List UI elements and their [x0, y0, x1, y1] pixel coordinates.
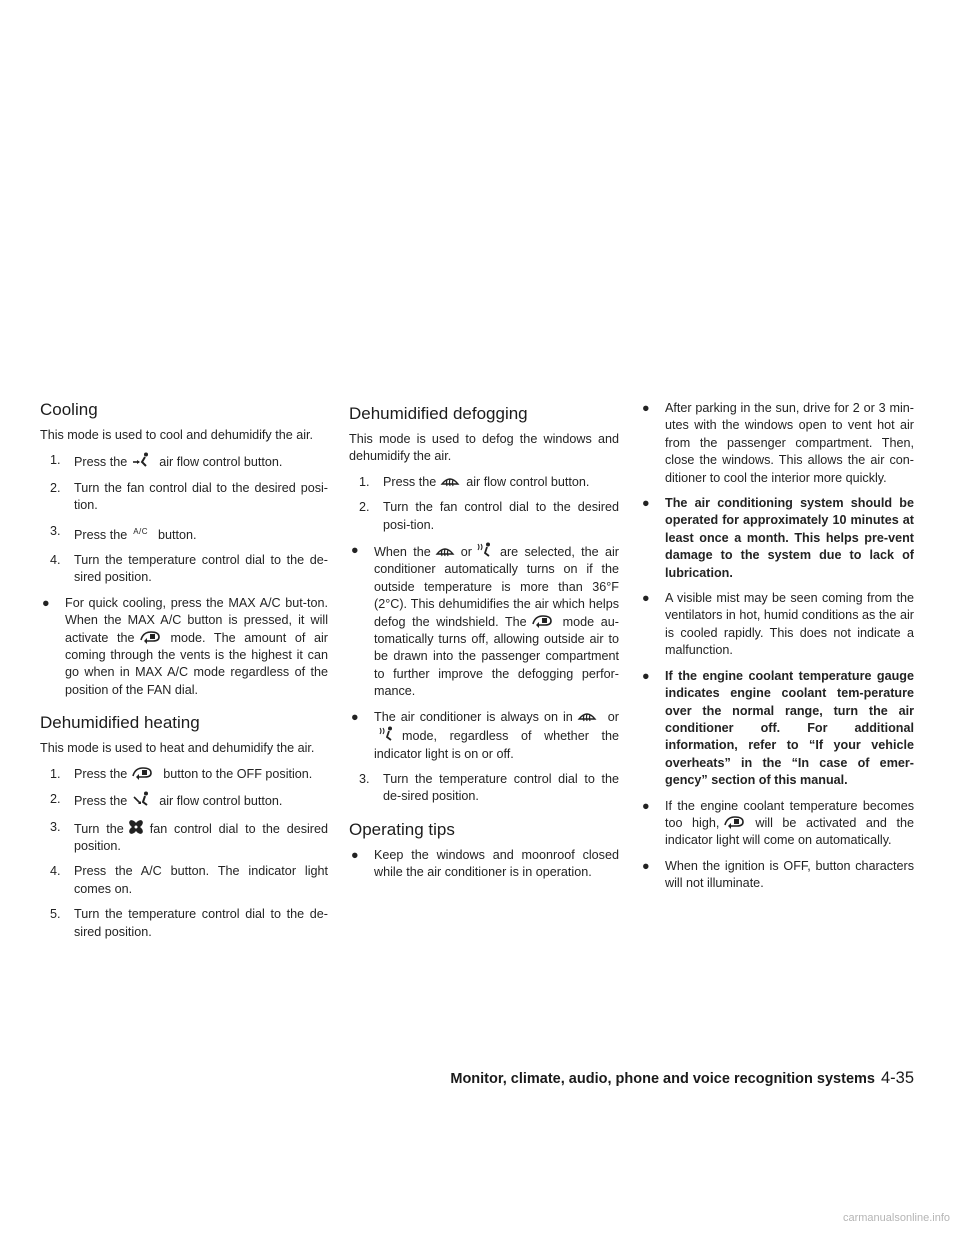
column-right	[640, 400, 914, 901]
defog-step-3: 3. Turn the temperature control dial to the de-sired position.	[359, 771, 619, 804]
cooling-intro: This mode is used to cool and dehumidify the air.	[40, 428, 314, 442]
recirculate-icon	[531, 614, 557, 628]
ac-icon: A/C	[133, 526, 149, 536]
tips-bullet-1: ● Keep the windows and moonroof closed while the air conditioner is in operation.	[351, 847, 619, 880]
defrost-icon	[435, 544, 455, 558]
defrost-foot-icon	[476, 542, 494, 558]
tips-bullet-4: ● A visible mist may be seen coming from the ventilators in hot, humid conditions as the air is cooled rapidly. This does not indicate a malfunction.	[642, 591, 914, 658]
heating-step-2: 2. Press the air flow control button.	[50, 792, 283, 809]
defog-bullet-2: ● The air conditioner is always on in or mode, regardless of whether the indicator light is on or off.	[351, 709, 619, 761]
heading-dehumidified-heating: Dehumidified heating	[40, 713, 200, 733]
heating-step-1: 1. Press the button to the OFF position.	[50, 766, 313, 781]
heading-cooling: Cooling	[40, 400, 98, 419]
page-footer	[400, 1069, 914, 1088]
recirculate-icon	[131, 766, 157, 780]
tips-bullet-2: ● After parking in the sun, drive for 2 or 3 min-utes with the windows open to vent hot air from the passenger compartment. Then, close the windows. This allows the air con-ditioner to cool the interior more quickly.	[642, 401, 914, 485]
defrost-foot-icon	[378, 726, 396, 742]
column-left	[40, 400, 328, 949]
face-vent-icon	[131, 452, 153, 468]
watermark: carmanualsonline.info	[842, 1212, 950, 1224]
heating-step-3: 3. Turn the fan control dial to the desired position.	[50, 819, 328, 853]
defog-intro: This mode is used to defog the windows and dehumidify the air.	[349, 432, 619, 464]
tips-bullet-7: ● When the ignition is OFF, button characters will not illuminate.	[642, 858, 914, 891]
defrost-icon	[577, 709, 597, 723]
cooling-step-1: 1. Press the air flow control button.	[50, 453, 283, 470]
fan-icon	[128, 819, 144, 835]
tips-bullet-5: ● If the engine coolant temperature gauge indicates engine coolant tem-perature over the normal range, turn the air conditioner off. For additional information, refer to “If your vehicle overheats” in the “In case of emer-gency” section of this manual.	[642, 668, 914, 788]
recirculate-icon	[139, 630, 165, 644]
recirculate-icon	[723, 815, 749, 829]
heating-intro: This mode is used to heat and dehumidify the air.	[40, 741, 315, 756]
cooling-step-4: 4. Turn the temperature control dial to the de-sired position.	[50, 553, 328, 585]
foot-vent-icon	[131, 791, 153, 807]
footer-section-title: Monitor, climate, audio, phone and voice recognition systems	[450, 1071, 875, 1087]
defog-bullet-1: ● When the or are selected, the air conditioner automatically turns on if the outside temperature is more than 36°F (2°C). This dehumidifies the air which helps defog the windshield. The mode au-tomatically turns off, allowing outside air to be drawn into the passenger compartment to further improve the defogging perfor-mance.	[351, 543, 620, 699]
cooling-step-2: 2. Turn the fan control dial to the desired posi-tion.	[50, 480, 328, 513]
heating-step-5: 5. Turn the temperature control dial to the de-sired position.	[50, 907, 328, 939]
heading-dehumidified-defogging: Dehumidified defogging	[349, 404, 528, 423]
cooling-bullet: ● For quick cooling, press the MAX A/C but-ton. When the MAX A/C button is pressed, it will activate the mode. The amount of air coming through the vents is the highest it can go when in MAX A/C mode regardless of the position of the FAN dial.	[42, 595, 328, 697]
column-middle	[349, 400, 619, 890]
heating-step-4: 4. Press the A/C button. The indicator light comes on.	[50, 864, 328, 896]
page-number: 4-35	[880, 1069, 914, 1087]
tips-bullet-3: ● The air conditioning system should be operated for approximately 10 minutes at least once a month. This helps pre-vent damage to the system due to lack of lubrication.	[642, 496, 914, 580]
defog-step-2: 2. Turn the fan control dial to the desired posi-tion.	[359, 500, 619, 532]
cooling-step-3: 3. Press the $^{A/C}$ button.	[50, 523, 197, 542]
tips-bullet-6: ● If the engine coolant temperature becomes too high, will be activated and the indicator light will come on automatically.	[642, 798, 914, 848]
defrost-icon	[440, 474, 460, 488]
defog-step-1: 1. Press the air flow control button.	[359, 474, 590, 489]
heading-operating-tips: Operating tips	[349, 819, 455, 839]
